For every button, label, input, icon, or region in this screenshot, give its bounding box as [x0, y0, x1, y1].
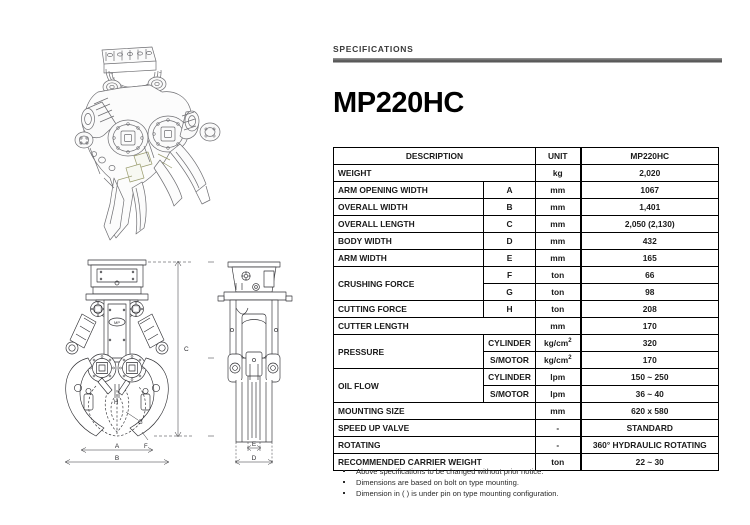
- specifications-eyebrow: SPECIFICATIONS: [333, 44, 414, 54]
- row-unit: ton: [536, 267, 581, 284]
- table-row: [334, 233, 719, 250]
- row-value: 432: [581, 233, 719, 250]
- row-value: 2,050 (2,130): [581, 216, 719, 233]
- table-row: [334, 199, 719, 216]
- row-value: 2,020: [581, 165, 719, 182]
- row-unit: -: [536, 420, 581, 437]
- row-unit: -: [536, 437, 581, 454]
- row-value: 208: [581, 301, 719, 318]
- column-header-description: DESCRIPTION: [334, 148, 536, 165]
- isometric-view-drawing: [58, 28, 270, 250]
- row-sub-label: F: [484, 267, 536, 284]
- row-description: OVERALL LENGTH: [334, 216, 484, 233]
- row-unit: mm: [536, 233, 581, 250]
- row-unit: ton: [536, 301, 581, 318]
- row-unit: mm: [536, 182, 581, 199]
- footnote-item: Dimension in ( ) is under pin on type mounting configuration.: [339, 488, 719, 499]
- footnotes-list: [339, 466, 719, 499]
- row-value: 320: [581, 335, 719, 352]
- row-value: 66: [581, 267, 719, 284]
- row-value: 360° HYDRAULIC ROTATING: [581, 437, 719, 454]
- dim-label-B: B: [114, 455, 120, 462]
- table-row: [334, 267, 719, 284]
- dim-label-F: F: [144, 444, 148, 450]
- row-sub-label: CYLINDER: [484, 369, 536, 386]
- svg-text:MP: MP: [114, 320, 120, 325]
- row-value: 165: [581, 250, 719, 267]
- row-sub-label: C: [484, 216, 536, 233]
- row-sub-label: S/MOTOR: [484, 386, 536, 403]
- row-value: STANDARD: [581, 420, 719, 437]
- row-description: CUTTING FORCE: [334, 301, 484, 318]
- row-sub-label: H: [484, 301, 536, 318]
- footnote-item: Dimensions are based on bolt on type mounting.: [339, 477, 719, 488]
- row-unit: mm: [536, 250, 581, 267]
- row-value: 1067: [581, 182, 719, 199]
- row-description: CRUSHING FORCE: [334, 267, 484, 301]
- dim-label-H: H: [114, 400, 119, 406]
- dim-label-A: A: [114, 443, 120, 450]
- row-sub-label: D: [484, 233, 536, 250]
- row-unit: lpm: [536, 369, 581, 386]
- row-unit: kg: [536, 165, 581, 182]
- row-value: 150 ~ 250: [581, 369, 719, 386]
- row-description: ROTATING: [334, 437, 536, 454]
- row-unit: mm: [536, 318, 581, 335]
- dim-label-D: D: [251, 455, 257, 462]
- table-body: [334, 165, 719, 471]
- row-value: 170: [581, 318, 719, 335]
- table-row: [334, 216, 719, 233]
- row-sub-label: G: [484, 284, 536, 301]
- row-description: BODY WIDTH: [334, 233, 484, 250]
- row-value: 36 ~ 40: [581, 386, 719, 403]
- row-unit: mm: [536, 199, 581, 216]
- row-description: ARM OPENING WIDTH: [334, 182, 484, 199]
- row-description: PRESSURE: [334, 335, 484, 369]
- row-value: 1,401: [581, 199, 719, 216]
- table-row: [334, 165, 719, 182]
- specifications-panel: [333, 0, 723, 525]
- row-unit: $kg/cm^2$: [536, 352, 581, 369]
- table-header-row: [334, 148, 719, 165]
- drawings-panel: [0, 0, 325, 525]
- row-value: 22 ~ 30: [581, 454, 719, 471]
- row-unit: ton: [536, 284, 581, 301]
- table-row: [334, 182, 719, 199]
- row-sub-label: A: [484, 182, 536, 199]
- row-value: 98: [581, 284, 719, 301]
- row-unit: mm: [536, 216, 581, 233]
- row-sub-label: S/MOTOR: [484, 352, 536, 369]
- row-description: OIL FLOW: [334, 369, 484, 403]
- row-unit: $kg/cm^2$: [536, 335, 581, 352]
- dim-label-C: C: [184, 346, 189, 353]
- table-row: [334, 318, 719, 335]
- column-header-model: MP220HC: [581, 148, 719, 165]
- specification-table: [333, 147, 719, 471]
- row-unit: mm: [536, 403, 581, 420]
- footnote-item: Above specifications to be changed without prior notice.: [339, 466, 719, 477]
- row-unit: ton: [536, 454, 581, 471]
- row-description: CUTTER LENGTH: [334, 318, 536, 335]
- dim-label-G: G: [138, 420, 143, 426]
- table-row: [334, 420, 719, 437]
- header-divider: [333, 58, 722, 63]
- row-description: RECOMMENDED CARRIER WEIGHT: [334, 454, 536, 471]
- row-sub-label: B: [484, 199, 536, 216]
- table-row: [334, 335, 719, 352]
- row-sub-label: E: [484, 250, 536, 267]
- column-header-unit: UNIT: [536, 148, 581, 165]
- side-view-drawing: [206, 252, 324, 474]
- row-description: WEIGHT: [334, 165, 536, 182]
- front-view-drawing: [58, 252, 206, 474]
- row-description: MOUNTING SIZE: [334, 403, 536, 420]
- row-description: SPEED UP VALVE: [334, 420, 536, 437]
- row-description: OVERALL WIDTH: [334, 199, 484, 216]
- row-value: 620 x 580: [581, 403, 719, 420]
- table-row: [334, 403, 719, 420]
- table-row: [334, 437, 719, 454]
- table-row: [334, 250, 719, 267]
- row-sub-label: CYLINDER: [484, 335, 536, 352]
- dim-label-E: E: [251, 441, 257, 448]
- row-description: ARM WIDTH: [334, 250, 484, 267]
- table-row: [334, 369, 719, 386]
- row-value: 170: [581, 352, 719, 369]
- table-row: [334, 301, 719, 318]
- model-title: MP220HC: [333, 87, 464, 120]
- row-unit: lpm: [536, 386, 581, 403]
